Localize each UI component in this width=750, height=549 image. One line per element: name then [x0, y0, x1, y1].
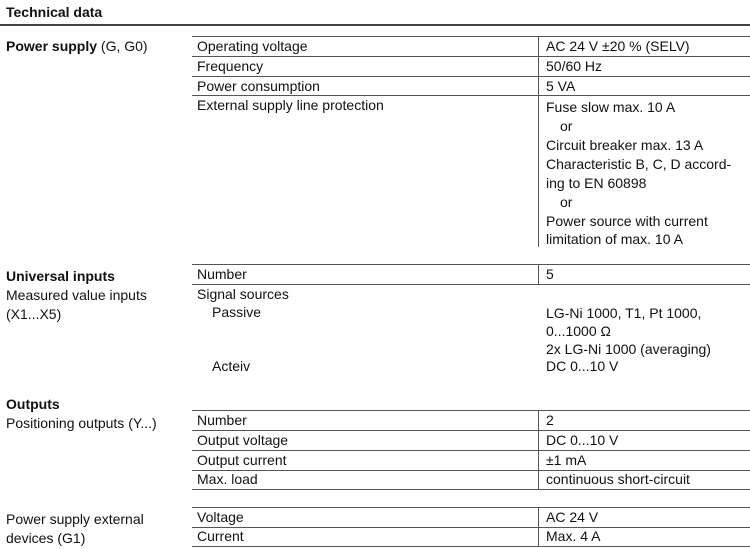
measured-value-inputs-label: Measured value inputs: [6, 287, 147, 303]
inputs-number-label: Number: [197, 266, 247, 282]
universal-inputs-divider: [538, 264, 539, 284]
measured-value-inputs-range: (X1...X5): [6, 306, 62, 322]
outputs-heading-bold: Outputs: [6, 396, 60, 412]
protection-line: or: [560, 194, 573, 210]
external-voltage-value: AC 24 V: [546, 509, 599, 525]
row-line: [192, 56, 750, 57]
signal-sources-label: Signal sources: [197, 286, 289, 302]
output-current-value: ±1 mA: [546, 452, 587, 468]
protection-line: Circuit breaker max. 13 A: [546, 137, 704, 153]
power-consumption-value: 5 VA: [546, 78, 576, 94]
protection-line: or: [560, 118, 573, 134]
outputs-bottom-line: [192, 489, 750, 490]
passive-value-line: 0...1000 Ω: [546, 323, 611, 339]
row-line: [192, 527, 750, 528]
universal-inputs-heading: [6, 267, 186, 324]
universal-inputs-heading-bold: Universal inputs: [6, 268, 115, 284]
max-load-label: Max. load: [197, 471, 258, 487]
external-devices-heading-line1: Power supply external: [6, 511, 144, 527]
external-voltage-label: Voltage: [197, 509, 244, 525]
protection-line: ing to EN 60898: [546, 175, 647, 191]
power-supply-heading-bold: Power supply: [6, 38, 98, 54]
external-current-label: Current: [197, 528, 244, 544]
output-voltage-value: DC 0...10 V: [546, 432, 619, 448]
external-current-value: Max. 4 A: [546, 528, 601, 544]
protection-line: Characteristic B, C, D accord-: [546, 156, 732, 172]
active-value: DC 0...10 V: [546, 358, 619, 374]
operating-voltage-label: Operating voltage: [197, 38, 308, 54]
positioning-outputs-label: Positioning outputs (Y...): [6, 415, 157, 431]
power-supply-heading-rest: (G, G0): [97, 38, 148, 54]
external-devices-top-line: [192, 507, 750, 508]
page-title: Technical data: [6, 4, 103, 20]
external-devices-heading: [6, 510, 186, 548]
passive-value-line: LG-Ni 1000, T1, Pt 1000,: [546, 305, 702, 321]
external-devices-bottom-line: [192, 546, 750, 547]
outputs-top-line: [192, 410, 750, 411]
power-supply-heading: [6, 37, 186, 56]
frequency-label: Frequency: [197, 58, 264, 74]
active-label: Acteiv: [212, 358, 251, 374]
max-load-value: continuous short-circuit: [546, 471, 690, 487]
protection-line: limitation of max. 10 A: [546, 231, 683, 247]
universal-inputs-top-line: [192, 264, 750, 265]
output-voltage-label: Output voltage: [197, 432, 289, 448]
power-supply-divider: [538, 36, 539, 247]
operating-voltage-value: AC 24 V ±20 % (SELV): [546, 38, 690, 54]
protection-line: Fuse slow max. 10 A: [546, 99, 676, 115]
passive-label: Passive: [212, 304, 262, 320]
frequency-value: 50/60 Hz: [546, 58, 603, 74]
inputs-number-value: 5: [546, 266, 554, 282]
power-consumption-label: Power consumption: [197, 78, 320, 94]
passive-value-line: 2x LG-Ni 1000 (averaging): [546, 341, 711, 357]
output-current-label: Output current: [197, 452, 287, 468]
supply-protection-label: External supply line protection: [197, 97, 384, 113]
protection-line: Power source with current: [546, 213, 708, 229]
title-rule: [0, 24, 750, 26]
outputs-number-label: Number: [197, 412, 247, 428]
external-devices-heading-line2: devices (G1): [6, 530, 86, 546]
outputs-number-value: 2: [546, 412, 554, 428]
outputs-heading: [6, 395, 186, 433]
